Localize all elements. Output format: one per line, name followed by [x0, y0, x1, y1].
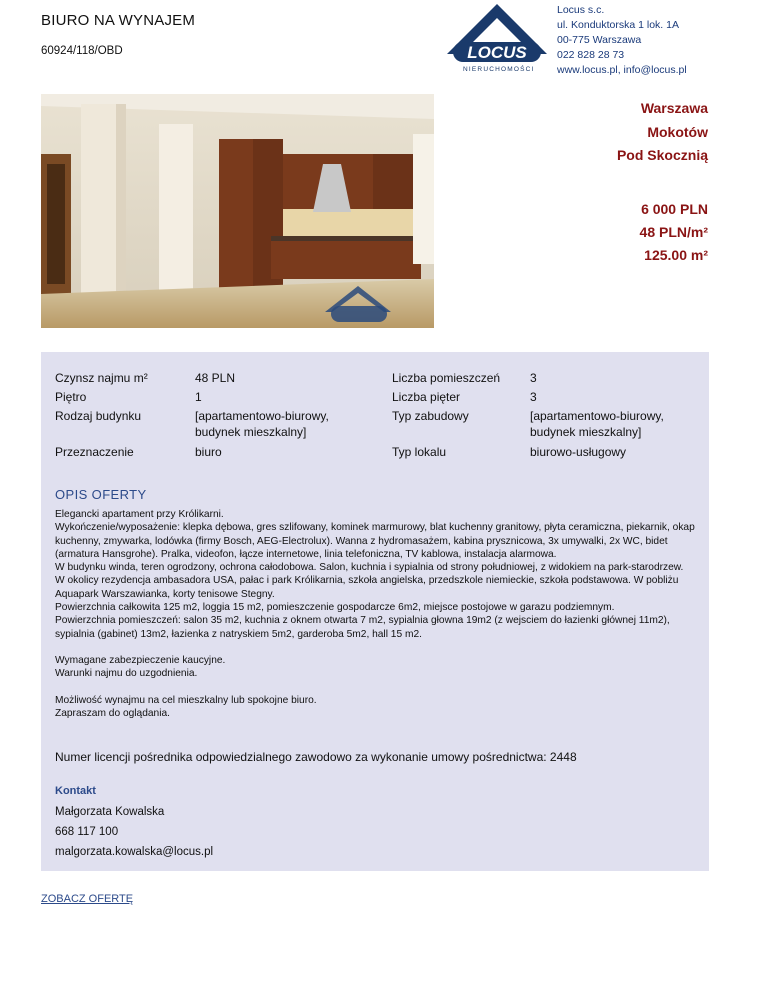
- detail-label: Liczba pięter: [392, 390, 461, 404]
- detail-label: Przeznaczenie: [55, 445, 134, 459]
- location-district: Mokotów: [647, 124, 708, 140]
- detail-value: 3: [530, 371, 537, 385]
- contact-phone: 668 117 100: [55, 826, 119, 838]
- description-paragraph: Wykończenie/wyposażenie: klepka dębowa, gres szlifowany, kominek marmurowy, blat kuchenny granitowy, płyta ceramiczna, piekarnik, okap kuchenny, zmywarka, lodówka (firmy Bosch, AEG-Electrolux). Wanna z hydromasażem, kabina prysznicowa, 3x umywalki, 2x WC, bidet (armatura Hansgrohe). Pralka, videofon, łącze internetowe, linia telefoniczna, TV kablowa, instalacja alarmowa.: [55, 522, 695, 560]
- detail-label: Rodzaj budynku: [55, 409, 142, 423]
- licence-number: Numer licencji pośrednika odpowiedzialnego zawodowo za wykonanie umowy pośrednictwa: 2448: [55, 750, 577, 764]
- listing-title: BIURO NA WYNAJEM: [41, 12, 196, 29]
- contact-email[interactable]: malgorzata.kowalska@locus.pl: [55, 846, 214, 858]
- description-paragraph: Zapraszam do oglądania.: [55, 707, 170, 719]
- price-per-m2: 48 PLN/m²: [639, 224, 708, 240]
- description-paragraph: Możliwość wynajmu na cel mieszkalny lub spokojne biuro.: [55, 694, 317, 706]
- description-paragraph: Wymagane zabezpieczenie kaucyjne.: [55, 654, 226, 666]
- detail-value: 48 PLN: [195, 371, 236, 385]
- logo-wordmark: LOCUS: [467, 43, 527, 62]
- detail-value: biurowo-usługowy: [530, 445, 627, 459]
- description-body: [55, 508, 705, 720]
- price-total: 6 000 PLN: [641, 201, 708, 217]
- detail-label: Liczba pomieszczeń: [392, 371, 501, 385]
- contact-name: Małgorzata Kowalska: [55, 806, 165, 818]
- property-photo: [41, 94, 434, 328]
- description-paragraph: Powierzchnia całkowita 125 m2, loggia 15 m2, pomieszczenie gospodarcze 6m2, miejsce postojowe w garazu podziemnym.: [55, 602, 615, 614]
- agency-phone: 022 828 28 73: [557, 49, 625, 61]
- agency-street: ul. Konduktorska 1 lok. 1A: [557, 19, 679, 31]
- description-paragraph: Warunki najmu do uzgodnienia.: [55, 668, 198, 680]
- detail-value: biuro: [195, 445, 222, 459]
- description-paragraph: W budynku winda, teren ogrodzony, ochrona całodobowa. Salon, kuchnia i sypialnia od strony południowej, z widokiem na park-starodrzew.: [55, 562, 684, 574]
- detail-value: [apartamentowo-biurowy, budynek mieszkalny]: [195, 409, 329, 439]
- agency-contact: [557, 3, 687, 78]
- description-paragraph: Powierzchnia pomieszczeń: salon 35 m2, kuchnia z oknem otwarta 7 m2, sypialnia głowna 19m2 (z wejsciem do łazienki głównej 11m2), sypialnia (gabinet) 13m2, łazienka z natryskiem 5m2, garderoba 5m2, hall 15 m2.: [55, 615, 670, 640]
- agency-name: Locus s.c.: [557, 4, 605, 16]
- detail-label: Piętro: [55, 390, 87, 404]
- detail-value: [apartamentowo-biurowy, budynek mieszkalny]: [530, 409, 664, 439]
- listing-reference: 60924/118/OBD: [41, 45, 123, 57]
- detail-value: 3: [530, 390, 537, 404]
- detail-label: Typ lokalu: [392, 445, 447, 459]
- agency-web[interactable]: www.locus.pl, info@locus.pl: [557, 64, 687, 76]
- logo-caption: NIERUCHOMOŚCI: [463, 66, 535, 73]
- description-paragraph: Elegancki apartament przy Królikarni.: [55, 509, 224, 520]
- location-street: Pod Skocznią: [616, 147, 708, 163]
- description-title: OPIS OFERTY: [55, 487, 147, 502]
- detail-value: 1: [195, 390, 202, 404]
- area: 125.00 m²: [644, 247, 708, 263]
- view-offer-link[interactable]: ZOBACZ OFERTĘ: [41, 893, 134, 905]
- detail-label: Typ zabudowy: [392, 409, 469, 423]
- location-city: Warszawa: [640, 100, 708, 116]
- description-paragraph: W okolicy rezydencja ambasadora USA, pałac i park Królikarnia, szkoła angielska, przedszkole niemieckie, szkoła podstawowa. W pobliżu Aquapark Warszawianka, korty tenisowe Stegny.: [55, 575, 679, 600]
- contact-heading: Kontakt: [55, 785, 96, 797]
- agency-city: 00-775 Warszawa: [557, 34, 642, 46]
- detail-label: Czynsz najmu m²: [55, 371, 148, 385]
